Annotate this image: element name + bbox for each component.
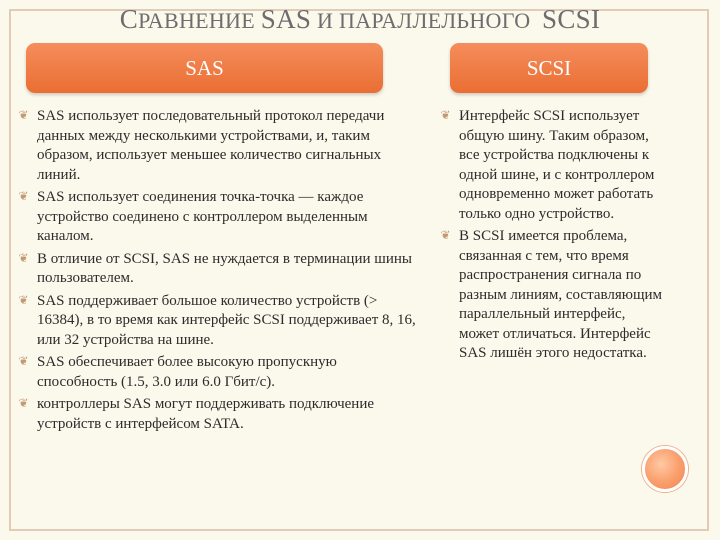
slide-title [0, 4, 720, 35]
list-item: ❦ SAS использует соединения точка-точка — каждое устройство соединено с контроллером выделенным каналом. [16, 188, 416, 247]
title-scsi: SCSI [542, 4, 601, 34]
title-and-parallel: И ПАРАЛЛЕЛЬНОГО [311, 8, 531, 33]
scsi-header: SCSI [450, 43, 648, 93]
title-initial: С [119, 4, 139, 34]
list-item: ❦ SAS обеспечивает более высокую пропускную способность (1.5, 3.0 или 6.0 Гбит/с). [16, 353, 416, 392]
ornament-bullet-icon: ❦ [18, 108, 29, 122]
title-word-comparison: РАВНЕНИЕ [138, 8, 261, 33]
list-item: ❦ Интерфейс SCSI использует общую шину. Таким образом, все устройства подключены к одной шине, и с контроллером одновременно может работать только одно устройство. [438, 107, 668, 224]
sas-header: SAS [26, 43, 383, 93]
ornament-bullet-icon: ❦ [18, 354, 29, 368]
ornament-bullet-icon: ❦ [440, 108, 451, 122]
ornament-bullet-icon: ❦ [18, 396, 29, 410]
list-item: ❦ В отличие от SCSI, SAS не нуждается в терминации шины пользователем. [16, 250, 416, 289]
scsi-points-list [438, 107, 668, 367]
list-item: ❦ SAS поддерживает большое количество устройств (> 16384), в то время как интерфейс SCSI поддерживает 8, 16, или 32 устройства на шине. [16, 292, 416, 351]
list-item: ❦ SAS использует последовательный протокол передачи данных между несколькими устройствами, и, таким образом, использует меньшее количество сигнальных линий. [16, 107, 416, 185]
title-sas: SAS [260, 4, 312, 34]
decorative-circle [642, 446, 688, 492]
sas-points-list [16, 107, 416, 437]
ornament-bullet-icon: ❦ [440, 228, 451, 242]
ornament-bullet-icon: ❦ [18, 292, 29, 307]
list-item: ❦ В SCSI имеется проблема, связанная с тем, что время распространения сигнала по разным линиям, составляющим параллельный интерфейс, может отличаться. Интерфейс SAS лишён этого недостатка. [438, 227, 668, 364]
ornament-bullet-icon: ❦ [18, 250, 29, 265]
list-item: ❦ контроллеры SAS могут поддерживать подключение устройств с интерфейсом SATA. [16, 395, 416, 434]
ornament-bullet-icon: ❦ [18, 189, 29, 203]
